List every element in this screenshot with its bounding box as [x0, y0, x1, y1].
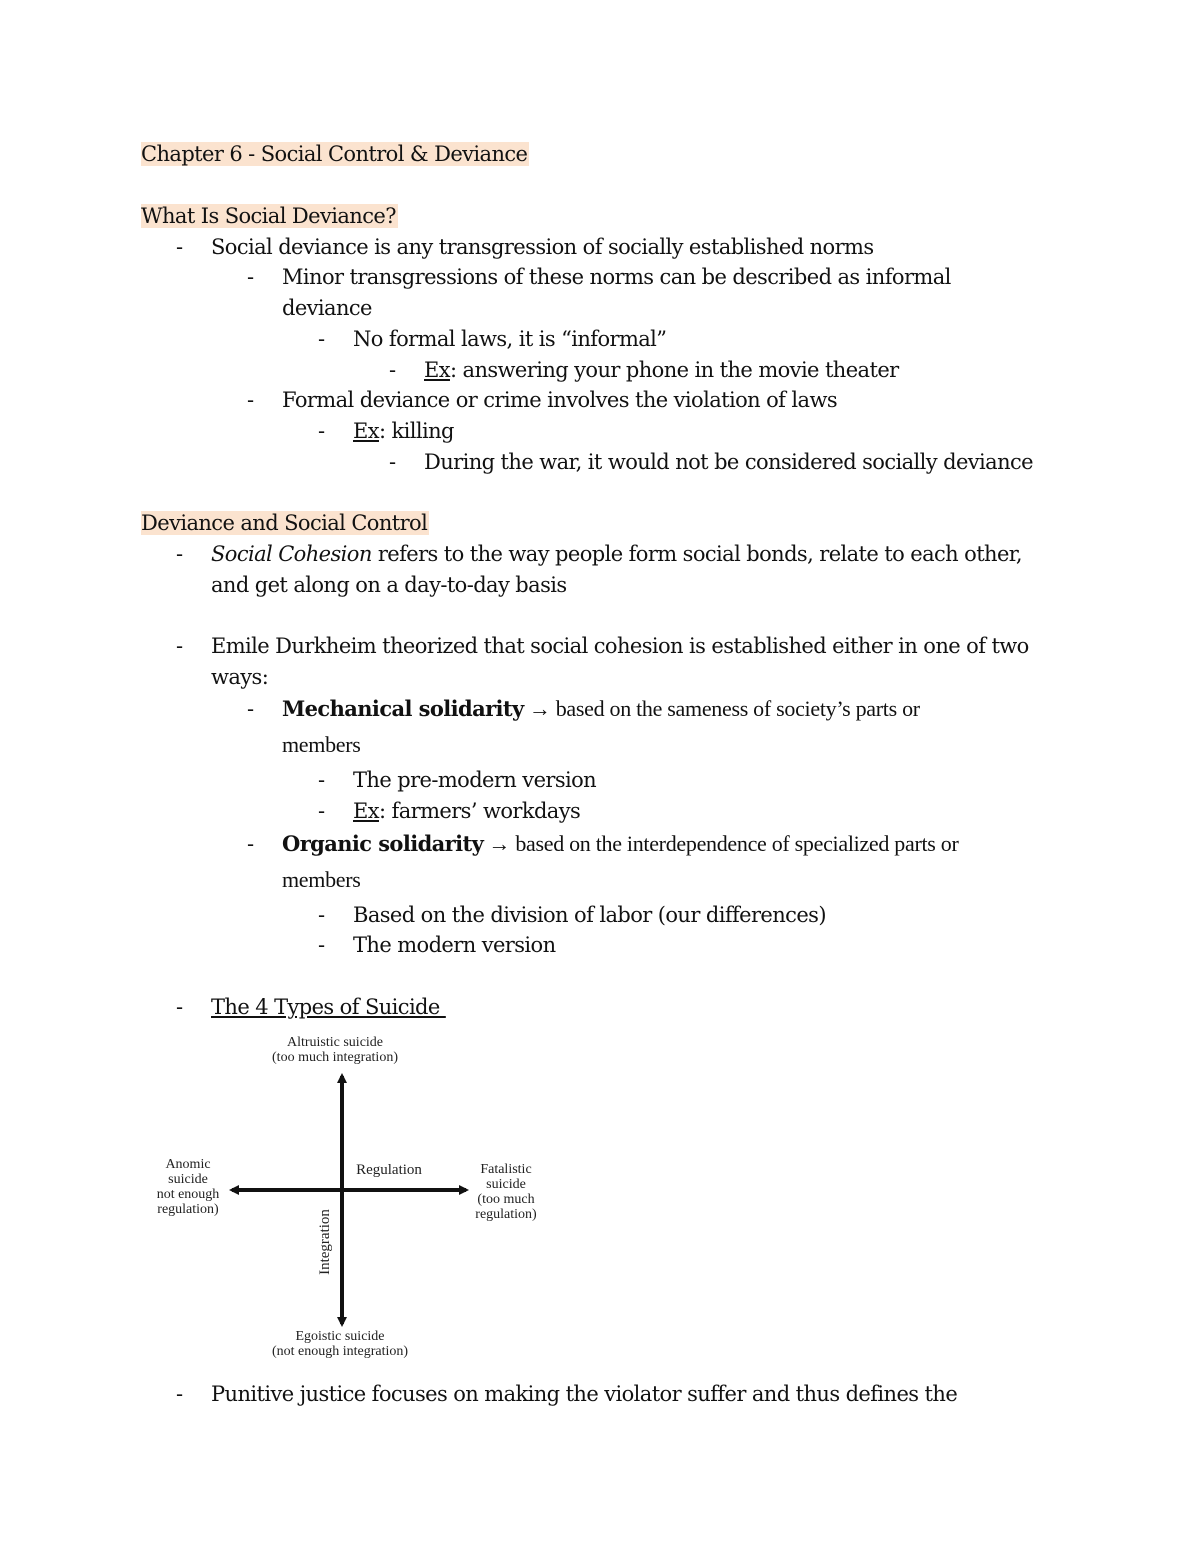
section-heading-social-deviance: What Is Social Deviance? [141, 204, 396, 228]
bullet-dash: - [318, 768, 326, 792]
title-text: Chapter 6 - Social Control & Deviance [141, 142, 528, 166]
integration-axis-label: Integration [317, 1209, 333, 1275]
egoistic-suicide-label: Egoistic suicide [295, 1329, 385, 1344]
anomic-suicide-sublabel: not enough [156, 1187, 220, 1202]
bullet-dash: - [318, 933, 326, 957]
suicide-types-heading: The 4 Types of Suicide [211, 995, 446, 1019]
example-label: Ex [424, 358, 450, 382]
bullet-text-continued: members [282, 867, 361, 892]
term-mechanical-solidarity: Mechanical solidarity [282, 696, 524, 721]
bullet-dash: - [247, 832, 255, 856]
bullet-text: Emile Durkheim theorized that social cohesion is established either in one of two [211, 634, 1029, 658]
suicide-types-diagram [140, 1030, 560, 1360]
bullet-text: Mechanical solidarity → based on the sameness of society’s parts or [282, 696, 920, 721]
bullet-dash: - [176, 235, 184, 259]
bullet-text: Ex: farmers’ workdays [353, 799, 581, 823]
bullet-text: Punitive justice focuses on making the violator suffer and thus defines the [211, 1382, 958, 1406]
bullet-dash: - [318, 903, 326, 927]
fatalistic-suicide-label-2: suicide [486, 1177, 526, 1192]
bullet-dash: - [318, 419, 326, 443]
egoistic-suicide-sublabel: (not enough integration) [271, 1344, 409, 1359]
bullet-text-continued: members [282, 732, 361, 757]
bullet-text: During the war, it would not be considered socially deviance [424, 450, 1033, 474]
bullet-text-continued: and get along on a day-to-day basis [211, 573, 567, 597]
altruistic-suicide-sublabel: (too much integration) [272, 1050, 398, 1065]
bullet-dash: - [247, 697, 255, 721]
bullet-text: No formal laws, it is “informal” [353, 327, 667, 351]
bullet-dash: - [318, 327, 326, 351]
anomic-suicide-label: Anomic [165, 1157, 211, 1172]
fatalistic-suicide-label: Fatalistic [480, 1162, 532, 1177]
bullet-text [211, 992, 446, 1022]
bullet-text: Social deviance is any transgression of socially established norms [211, 235, 874, 259]
bullet-dash: - [176, 995, 184, 1019]
bullet-text: Formal deviance or crime involves the violation of laws [282, 388, 837, 412]
term-social-cohesion: Social Cohesion [211, 542, 372, 566]
bullet-text: Minor transgressions of these norms can be described as informal [282, 265, 951, 289]
bullet-dash: - [247, 265, 255, 289]
bullet-text: Social Cohesion refers to the way people form social bonds, relate to each other, [211, 542, 1023, 566]
term-organic-solidarity: Organic solidarity [282, 831, 484, 856]
bullet-dash: - [389, 358, 397, 382]
example-label: Ex [353, 419, 379, 443]
fatalistic-suicide-sublabel: (too much [477, 1192, 535, 1207]
bullet-text: Ex: answering your phone in the movie theater [424, 358, 899, 382]
anomic-suicide-sublabel-2: regulation) [157, 1202, 219, 1217]
bullet-text: Based on the division of labor (our differences) [353, 903, 826, 927]
anomic-suicide-label-2: suicide [168, 1172, 208, 1187]
section-heading-deviance-social-control: Deviance and Social Control [141, 511, 428, 535]
bullet-text: Organic solidarity → based on the interdependence of specialized parts or [282, 831, 959, 856]
example-label: Ex [353, 799, 379, 823]
bullet-dash: - [247, 388, 255, 412]
bullet-text: Ex: killing [353, 419, 454, 443]
bullet-text: The modern version [353, 933, 556, 957]
bullet-text: The pre-modern version [353, 768, 597, 792]
regulation-axis-label: Regulation [356, 1162, 422, 1178]
bullet-text-continued: deviance [282, 296, 372, 320]
fatalistic-suicide-sublabel-2: regulation) [475, 1207, 537, 1222]
bullet-dash: - [176, 634, 184, 658]
bullet-dash: - [176, 1382, 184, 1406]
document-title [141, 139, 529, 169]
bullet-dash: - [389, 450, 397, 474]
bullet-dash: - [318, 799, 326, 823]
bullet-text-continued: ways: [211, 665, 269, 689]
altruistic-suicide-label: Altruistic suicide [286, 1035, 384, 1050]
bullet-dash: - [176, 542, 184, 566]
